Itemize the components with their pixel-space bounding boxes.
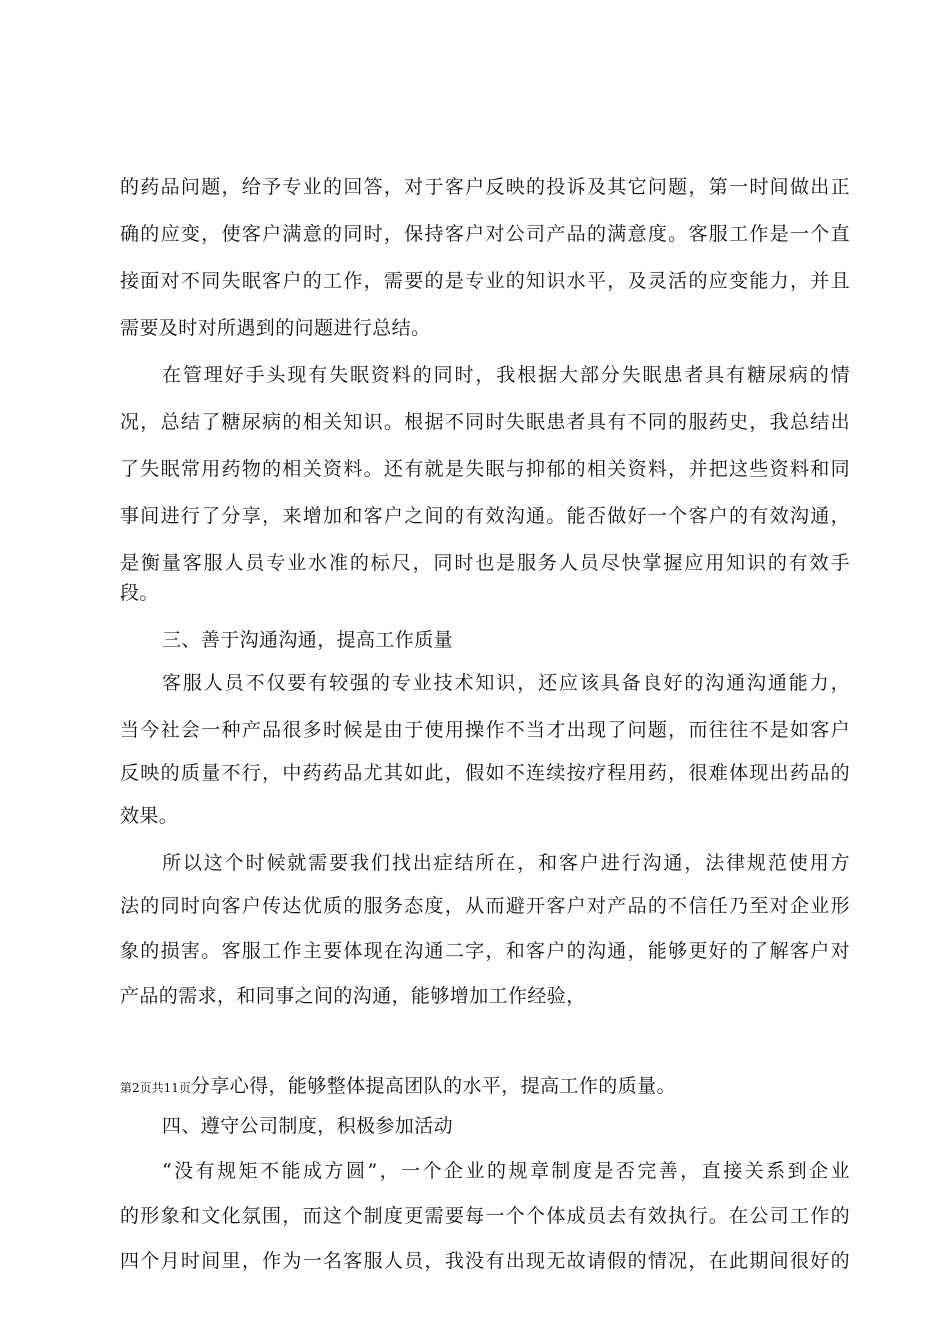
- paragraph-line: 需要及时对所遇到的问题进行总结。: [120, 317, 431, 339]
- paragraph-line: 象的损害。客服工作主要体现在沟通二字，和客户的沟通，能够更好的了解客户对: [120, 940, 850, 962]
- paragraph-line: “没有规矩不能成方圆”，一个企业的规章制度是否完善，直接关系到企业: [162, 1160, 850, 1182]
- paragraph-line: 客服人员不仅要有较强的专业技术知识，还应该具备良好的沟通沟通能力，: [162, 672, 850, 694]
- paragraph-line: 的药品问题，给予专业的回答，对于客户反映的投诉及其它问题，第一时间做出正: [120, 176, 850, 198]
- section-heading: 三、善于沟通沟通，提高工作质量: [162, 629, 454, 651]
- paragraph-line: 在管理好手头现有失眠资料的同时，我根据大部分失眠患者具有糖尿病的情: [162, 364, 850, 386]
- paragraph-line: 法的同时向客户传达优质的服务态度，从而避开客户对产品的不信任乃至对企业形: [120, 895, 850, 917]
- paragraph-line: 了失眠常用药物的相关资料。还有就是失眠与抑郁的相关资料，并把这些资料和同: [120, 458, 850, 480]
- section-heading: 四、遵守公司制度，积极参加活动: [162, 1115, 454, 1137]
- paragraph-line: 效果。: [120, 805, 179, 827]
- paragraph-line: 分享心得，能够整体提高团队的水平，提高工作的质量。: [190, 1075, 676, 1097]
- paragraph-line: 段。: [120, 582, 159, 604]
- paragraph-line: 所以这个时候就需要我们找出症结所在，和客户进行沟通，法律规范使用方: [162, 852, 850, 874]
- paragraph-line: 事间进行了分享，来增加和客户之间的有效沟通。能否做好一个客户的有效沟通，: [120, 505, 850, 527]
- paragraph-line: 产品的需求，和同事之间的沟通，能够增加工作经验，: [120, 985, 586, 1007]
- paragraph-line: 反映的质量不行，中药药品尤其如此，假如不连续按疗程用药，很难体现出药品的: [120, 762, 850, 784]
- paragraph-line: 况，总结了糖尿病的相关知识。根据不同时失眠患者具有不同的服药史，我总结出: [120, 411, 850, 433]
- paragraph-line: 是衡量客服人员专业水准的标尺，同时也是服务人员尽快掌握应用知识的有效手: [120, 552, 850, 574]
- paragraph-line: 当今社会一种产品很多时候是由于使用操作不当才出现了问题，而往往不是如客户: [120, 719, 850, 741]
- paragraph-line: 的形象和文化氛围，而这个制度更需要每一个个体成员去有效执行。在公司工作的: [120, 1205, 850, 1227]
- page-number-label: 第2页共11页: [120, 1081, 191, 1095]
- paragraph-line: 确的应变，使客户满意的同时，保持客户对公司产品的满意度。客服工作是一个直: [120, 223, 850, 245]
- page-break-line: [120, 1073, 850, 1101]
- paragraph-line: 四个月时间里，作为一名客服人员，我没有出现无故请假的情况，在此期间很好的: [120, 1250, 850, 1272]
- paragraph-line: 接面对不同失眠客户的工作，需要的是专业的知识水平，及灵活的应变能力，并且: [120, 270, 850, 292]
